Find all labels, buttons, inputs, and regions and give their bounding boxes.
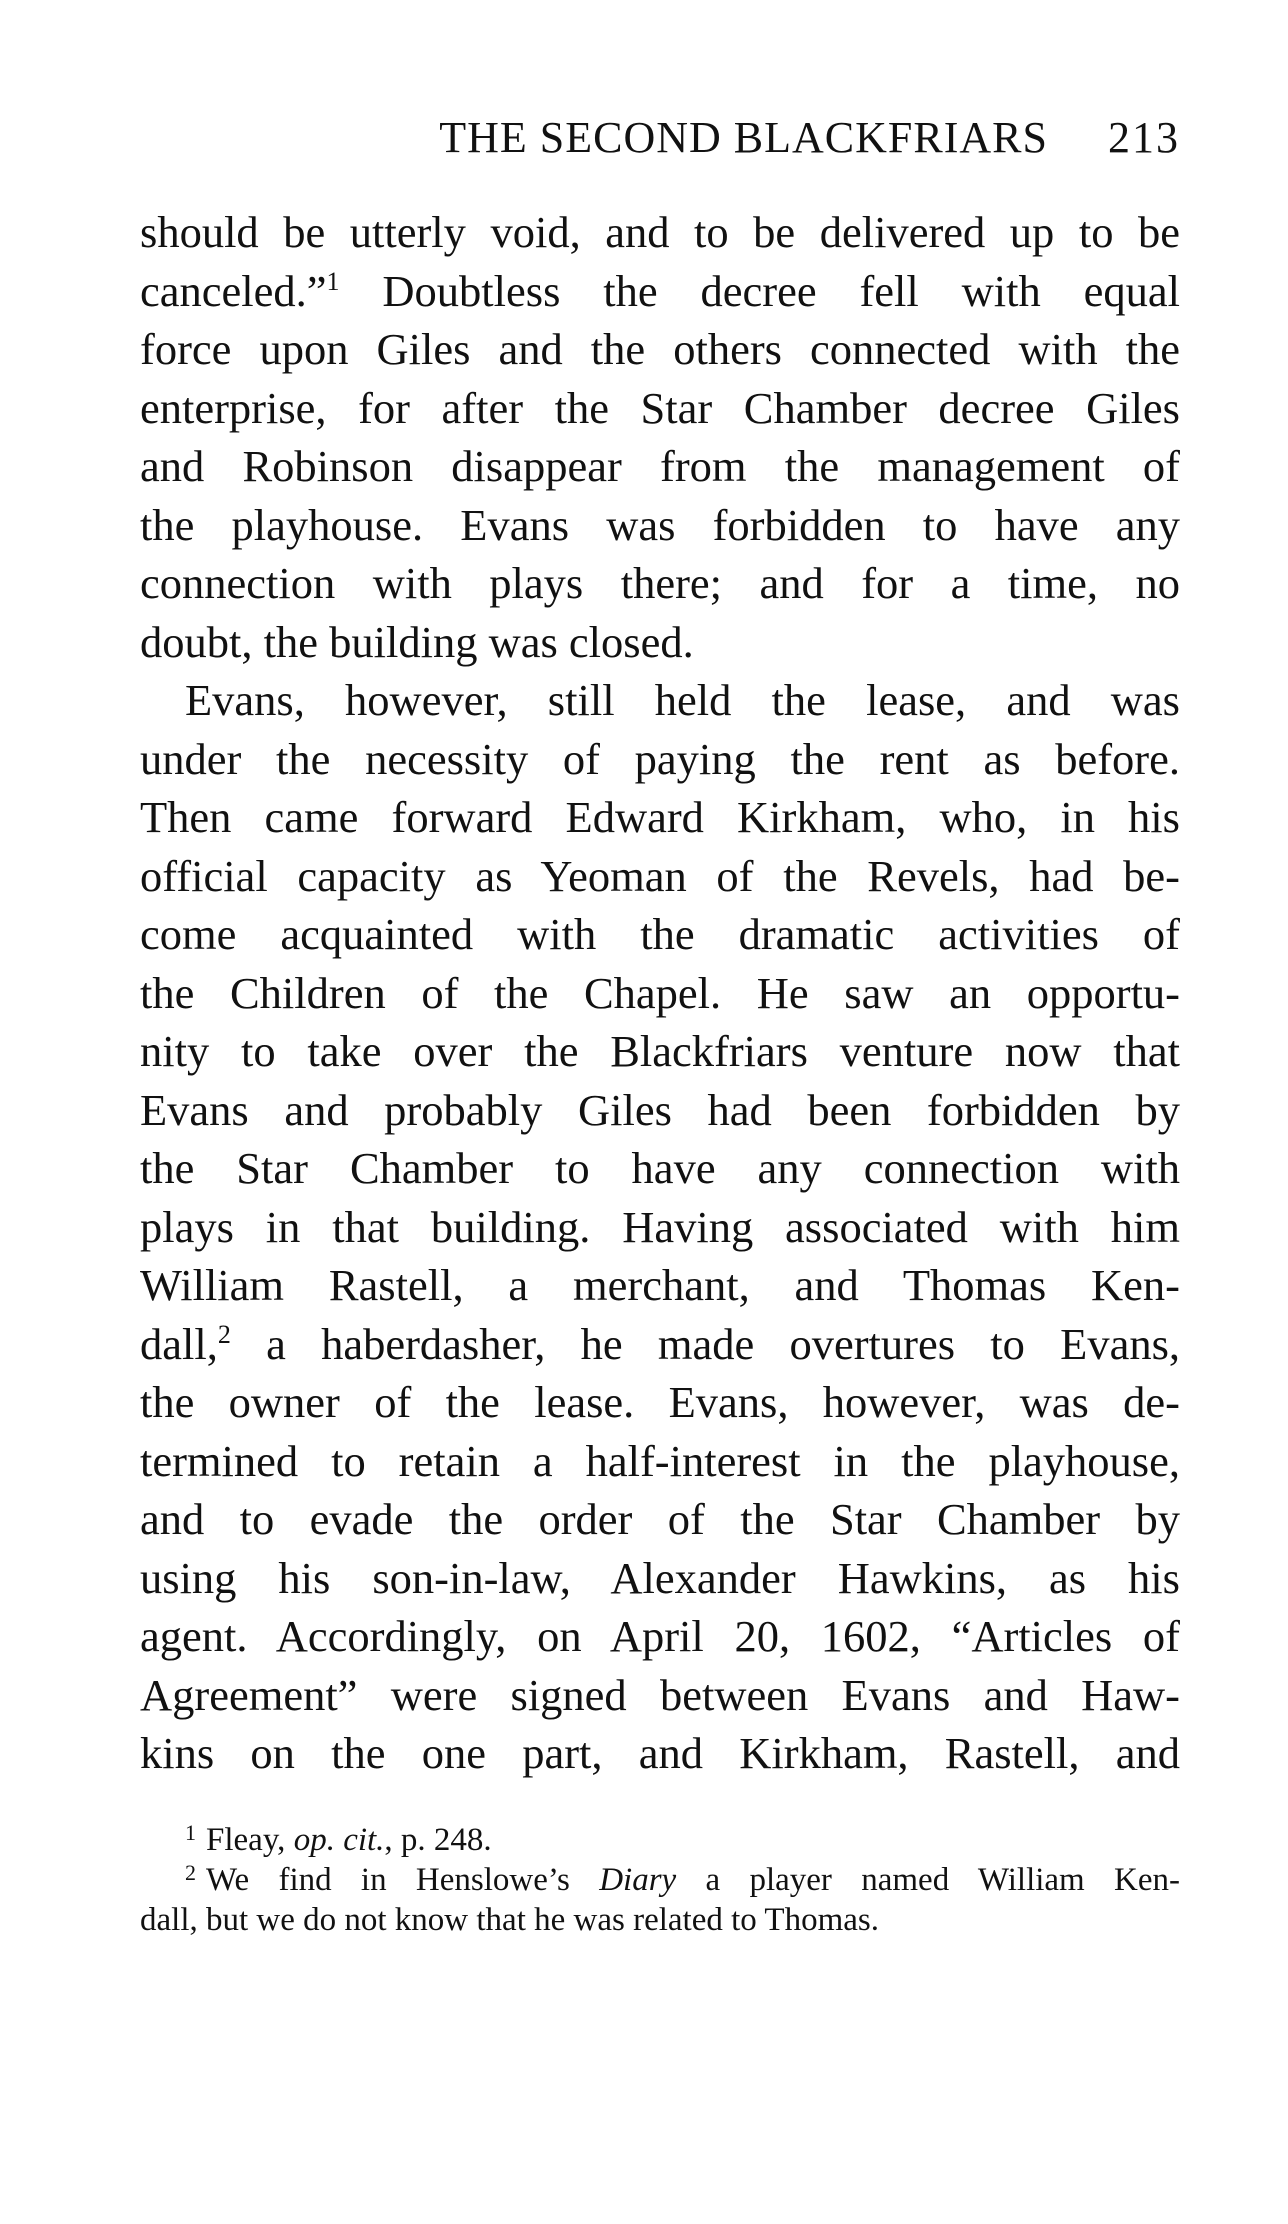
footnote-1: [140, 1820, 1180, 1860]
text-line: the Children of the Chapel. He saw an opportu-: [140, 967, 1180, 1018]
text-line: under the necessity of paying the rent as before.: [140, 733, 1180, 784]
footnote-2-continued: dall, but we do not know that he was related to Thomas.: [140, 1902, 879, 1938]
page-header: [140, 112, 1180, 172]
text-line: Agreement” were signed between Evans and Haw-: [140, 1669, 1180, 1720]
text-line: force upon Giles and the others connected with the: [140, 324, 1180, 374]
text-line: the playhouse. Evans was forbidden to have any: [140, 499, 1180, 550]
text-line: should be utterly void, and to be delivered up to be: [140, 207, 1180, 257]
text-line: agent. Accordingly, on April 20, 1602, “Articles of: [140, 1611, 1180, 1661]
text-line: Evans, however, still held the lease, and was: [185, 675, 1180, 725]
text-fragment: Diary: [599, 1862, 677, 1898]
footnote-marker: 2: [185, 1860, 196, 1885]
text-line: and to evade the order of the Star Chamber by: [140, 1494, 1180, 1544]
text-fragment: a player named William Ken-: [705, 1862, 1180, 1898]
text-line: using his son-in-law, Alexander Hawkins, as his: [140, 1552, 1180, 1603]
text-line: kins on the one part, and Kirkham, Rastell, and: [140, 1728, 1180, 1778]
text-line: doubt, the building was closed.: [140, 616, 694, 667]
text-line: William Rastell, a merchant, and Thomas Ken-: [140, 1260, 1180, 1310]
footnote-marker: 1: [185, 1820, 196, 1845]
text-line: the owner of the lease. Evans, however, was de-: [140, 1377, 1180, 1427]
text-fragment: Fleay,: [206, 1822, 286, 1858]
text-line: enterprise, for after the Star Chamber decree Giles: [140, 382, 1180, 433]
text-line: Evans and probably Giles had been forbidden by: [140, 1084, 1180, 1135]
text-fragment: We find in Henslowe’s: [206, 1862, 570, 1898]
text-line: [140, 262, 1180, 321]
footnotes: [140, 1820, 1180, 1940]
page-number: 213: [1108, 113, 1180, 162]
text-fragment: dall,: [140, 1318, 218, 1369]
footnote-ref-1: 1: [326, 266, 340, 296]
text-line: plays in that building. Having associated with him: [140, 1201, 1180, 1252]
text-fragment: op. cit.: [293, 1822, 385, 1858]
footnote-2: [140, 1860, 1180, 1900]
text-line: nity to take over the Blackfriars venture now that: [140, 1026, 1180, 1076]
text-fragment: a haberdasher, he made overtures to Evans,: [266, 1318, 1180, 1369]
text-line: termined to retain a half-interest in the playhouse,: [140, 1435, 1180, 1486]
running-title: THE SECOND BLACKFRIARS: [439, 113, 1048, 162]
text-fragment: canceled.”: [140, 265, 327, 316]
text-line: [140, 1315, 1180, 1374]
text-line: official capacity as Yeoman of the Revels, had be-: [140, 850, 1180, 901]
text-line: and Robinson disappear from the management of: [140, 441, 1180, 491]
text-fragment: , p. 248.: [384, 1822, 492, 1858]
text-line: connection with plays there; and for a time, no: [140, 558, 1180, 608]
footnote-ref-2: 2: [217, 1319, 231, 1349]
body-text: [140, 203, 1180, 1783]
text-line: Then came forward Edward Kirkham, who, in his: [140, 792, 1180, 842]
text-line: come acquainted with the dramatic activities of: [140, 909, 1180, 959]
text-fragment: Doubtless the decree fell with equal: [382, 265, 1180, 316]
text-line: the Star Chamber to have any connection with: [140, 1143, 1180, 1193]
